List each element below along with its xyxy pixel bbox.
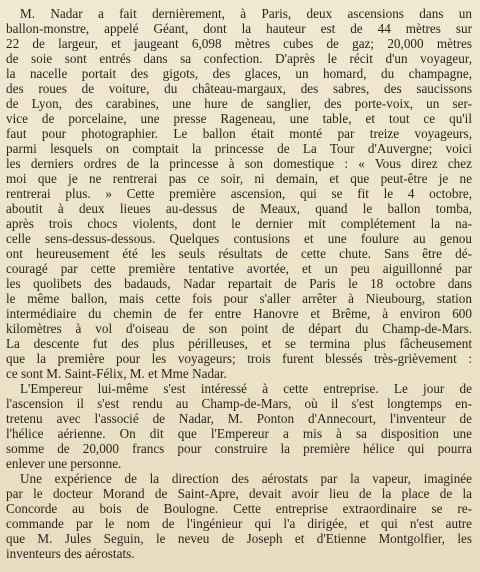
text-line: la nacelle portait des gigots, des glaces, un homard, du champagne, <box>6 66 472 81</box>
text-line: le même ballon, mais cette fois pour s'aller arrêter à Nieubourg, station <box>6 291 472 306</box>
text-line: inventeurs des aérostats. <box>6 546 135 561</box>
paragraph <box>6 6 472 381</box>
text-line: que M. Jules Seguin, le neveu de Joseph et d'Etienne Montgolfier, les <box>6 531 472 546</box>
text-line: parmi lesquels on comptait la princesse de La Tour d'Auvergne; voici <box>6 141 472 156</box>
text-line: intermédiaire du chemin de fer entre Hanovre et Brême, à environ 600 <box>6 306 472 321</box>
text-line: 22 de largeur, et jaugeant 6,098 mètres cubes de gaz; 20,000 mètres <box>6 36 472 51</box>
text-line: ballon-monstre, appelé Géant, dont la hauteur est de 44 mètres sur <box>6 21 472 36</box>
text-line: Une expérience de la direction des aérostats par la vapeur, imaginée <box>20 471 472 486</box>
text-line: rentrerai plus. » Cette première ascension, qui se fit le 4 octobre, <box>6 186 472 201</box>
text-line: que la première pour les voyageurs; trois furent blessés très-grièvement : <box>6 351 472 366</box>
paragraph <box>6 471 472 561</box>
text-line: l'ascension il s'est rendu au Champ-de-Mars, où il s'est longtemps en- <box>6 396 472 411</box>
text-line: Concorde au bois de Boulogne. Cette entreprise extraordinaire se re- <box>6 501 472 516</box>
article-text <box>6 6 472 561</box>
text-line: L'Empereur lui-même s'est intéressé à cette entreprise. Le jour de <box>20 381 472 396</box>
text-line: des roues de voiture, du château-margaux, des sabres, des saucissons <box>6 81 472 96</box>
text-line: après trois chocs violents, dont le dernier mit complétement la na- <box>6 216 472 231</box>
text-line: M. Nadar a fait dernièrement, à Paris, deux ascensions dans un <box>20 6 472 21</box>
text-line: les derniers ordres de la princesse à son domestique : « Vous direz chez <box>6 156 472 171</box>
text-line: moi que je ne rentrerai pas ce soir, ni demain, et que peut-être je ne <box>6 171 472 186</box>
text-line: les quolibets des badauds, Nadar repartait de Paris le 18 octobre dans <box>6 276 472 291</box>
text-line: couragé par cette première tentative avortée, et un peu aiguillonné par <box>6 261 472 276</box>
text-line: de Lyon, des carabines, une hure de sanglier, des porte-voix, un ser- <box>6 96 472 111</box>
text-line: ce sont M. Saint-Félix, M. et Mme Nadar. <box>6 366 227 381</box>
text-line: enlever une personne. <box>6 456 122 471</box>
text-line: kilomètres à vol d'oiseau de son point de départ du Champ-de-Mars. <box>6 321 472 336</box>
text-line: La descente fut des plus périlleuses, et se termina plus fâcheusement <box>6 336 472 351</box>
text-line: vice de porcelaine, une presse Rageneau, une table, et tout ce qu'il <box>6 111 472 126</box>
text-line: celle sens-dessus-dessous. Quelques contusions et une foulure au genou <box>6 231 472 246</box>
text-line: de soie sont entrés dans sa confection. D'après le récit d'un voyageur, <box>6 51 472 66</box>
text-line: par le docteur Morand de Saint-Apre, devait avoir lieu de la place de la <box>6 486 472 501</box>
text-line: commande par le nom de l'ingénieur qui l'a dirigée, et qui n'est autre <box>6 516 472 531</box>
text-line: faut pour photographier. Le ballon était monté par treize voyageurs, <box>6 126 472 141</box>
text-line: tretenu avec l'associé de Nadar, M. Ponton d'Annecourt, l'inventeur de <box>6 411 472 426</box>
text-line: l'hélice aérienne. On dit que l'Empereur a mis à sa disposition une <box>6 426 472 441</box>
text-line: ont heureusement été les seuls résultats de cette chute. Sans être dé- <box>6 246 472 261</box>
paragraph <box>6 381 472 471</box>
text-line: aboutit à deux lieues au-dessus de Meaux, quand le ballon tomba, <box>6 201 472 216</box>
text-line: somme de 20,000 francs pour construire la première hélice qui pourra <box>6 441 472 456</box>
